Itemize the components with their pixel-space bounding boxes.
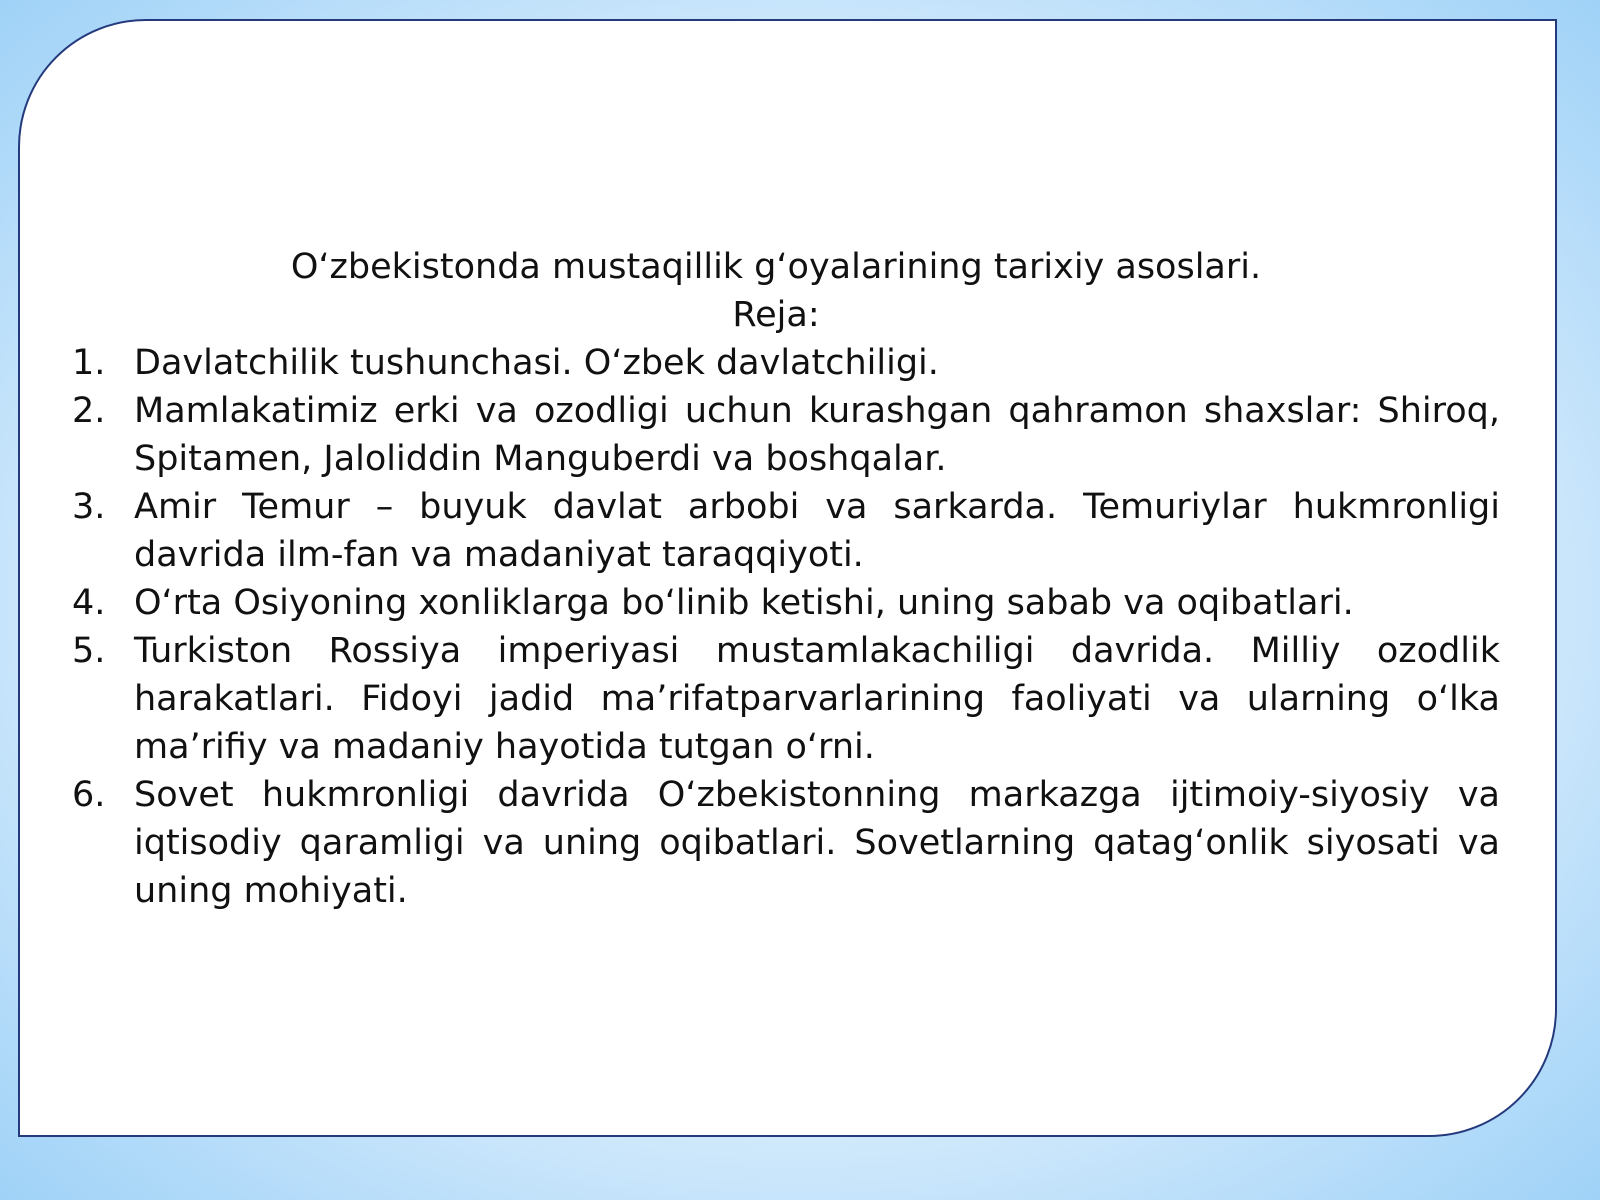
plan-item-6 xyxy=(52,771,1500,915)
item-text: O‘rta Osiyoning xonliklarga bo‘linib ketishi, uning sabab va oqibatlari. xyxy=(134,583,1354,623)
plan-item-5 xyxy=(52,627,1500,771)
item-number: 1. xyxy=(72,343,106,383)
item-number: 2. xyxy=(72,391,106,431)
plan-item-1 xyxy=(52,339,1500,387)
plan-item-4 xyxy=(52,579,1500,627)
item-text: Davlatchilik tushunchasi. O‘zbek davlatchiligi. xyxy=(134,343,939,383)
item-text: Sovet hukmronligi davrida O‘zbekistonning markazga ijtimoiy-siyosiy va iqtisodiy qaramligi va uning oqibatlari. Sovetlarning qatag‘onlik siyosati va uning mohiyati. xyxy=(134,775,1500,911)
item-number: 3. xyxy=(72,487,106,527)
item-number: 6. xyxy=(72,775,106,815)
plan-item-3 xyxy=(52,483,1500,579)
item-number: 4. xyxy=(72,583,106,623)
item-text: Turkiston Rossiya imperiyasi mustamlakachiligi davrida. Milliy ozodlik harakatlari. Fidoyi jadid ma’rifatparvarlarining faoliyati va ularning o‘lka ma’rifiy va madaniy hayotida tutgan o‘rni. xyxy=(134,631,1500,767)
plan-list xyxy=(52,339,1500,915)
item-number: 5. xyxy=(72,631,106,671)
item-text: Mamlakatimiz erki va ozodligi uchun kurashgan qahramon shaxslar: Shiroq, Spitamen, Jaloliddin Manguberdi va boshqalar. xyxy=(134,391,1500,479)
slide-title: O‘zbekistonda mustaqillik g‘oyalarining tarixiy asoslari. xyxy=(290,247,1262,287)
slide-content xyxy=(52,243,1500,915)
item-text: Amir Temur – buyuk davlat arbobi va sarkarda. Temuriylar hukmronligi davrida ilm-fan va madaniyat taraqqiyoti. xyxy=(134,487,1500,575)
slide-subtitle: Reja: xyxy=(732,295,820,335)
plan-item-2 xyxy=(52,387,1500,483)
